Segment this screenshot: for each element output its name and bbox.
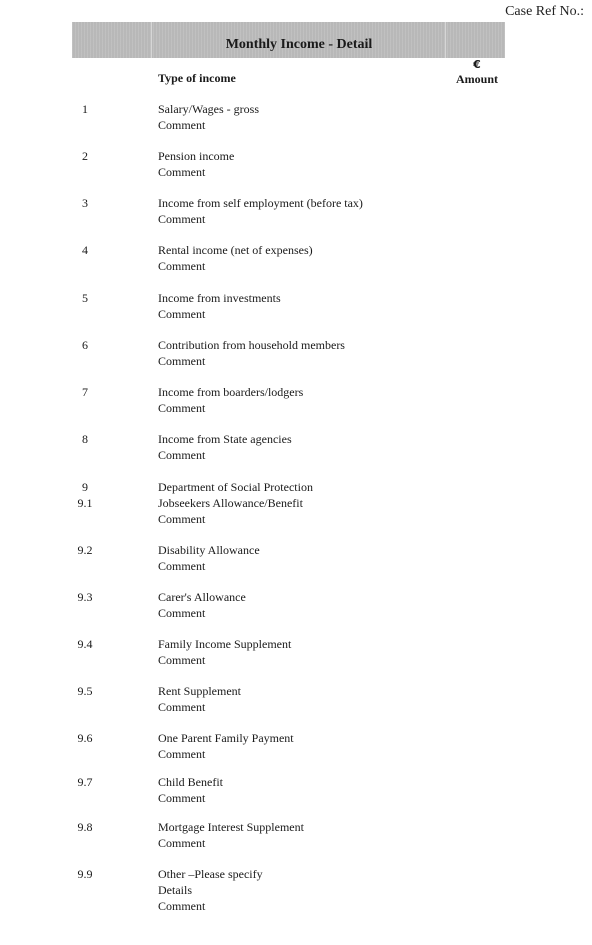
row-description (158, 589, 246, 621)
row-description (158, 479, 313, 527)
row-number-label: 2 (82, 149, 88, 163)
row-number (60, 242, 110, 258)
comment-label: Comment (158, 899, 206, 913)
comment-label: Comment (158, 212, 206, 226)
row-number-label: 5 (82, 291, 88, 305)
row-description (158, 866, 263, 914)
row-description (158, 636, 291, 668)
comment-label: Comment (158, 791, 206, 805)
row-number (60, 479, 110, 511)
row-number (60, 774, 110, 790)
income-type-label: Details (158, 883, 192, 897)
comment-label: Comment (158, 118, 206, 132)
comment-label: Comment (158, 700, 206, 714)
income-type-label: Jobseekers Allowance/Benefit (158, 496, 303, 510)
column-header-type: Type of income (158, 71, 236, 85)
row-number-label: 9.8 (77, 820, 93, 834)
comment-label: Comment (158, 512, 206, 526)
comment-label: Comment (158, 259, 206, 273)
income-type-label: Contribution from household members (158, 338, 345, 352)
comment-label: Comment (158, 606, 206, 620)
comment-label: Comment (158, 307, 206, 321)
row-number (60, 101, 110, 117)
row-description (158, 431, 292, 463)
row-number (60, 431, 110, 447)
comment-label: Comment (158, 747, 206, 761)
row-subnumber-label: 9.1 (77, 496, 93, 510)
row-description (158, 542, 260, 574)
case-ref-label: Case Ref No.: (505, 4, 584, 19)
column-header-amount: Amount (455, 72, 498, 86)
row-number (60, 195, 110, 211)
comment-label: Comment (158, 165, 206, 179)
income-type-label: Income from investments (158, 291, 281, 305)
row-description (158, 384, 303, 416)
row-number (60, 542, 110, 558)
row-description (158, 242, 313, 274)
comment-label: Comment (158, 448, 206, 462)
row-number (60, 636, 110, 652)
row-number-label: 9.7 (77, 775, 93, 789)
row-number-label: 7 (82, 385, 88, 399)
income-type-label: Mortgage Interest Supplement (158, 820, 304, 834)
income-type-label: Department of Social Protection (158, 480, 313, 494)
comment-label: Comment (158, 354, 206, 368)
row-description (158, 148, 234, 180)
row-description (158, 290, 281, 322)
row-number-label: 9.6 (77, 731, 93, 745)
comment-label: Comment (158, 559, 206, 573)
income-type-label: Pension income (158, 149, 235, 163)
row-number-label: 9.5 (77, 684, 93, 698)
income-type-label: Family Income Supplement (158, 637, 292, 651)
row-number-label: 9.4 (77, 637, 93, 651)
row-number (60, 384, 110, 400)
income-type-label: Income from State agencies (158, 432, 292, 446)
income-type-label: Salary/Wages - gross (158, 102, 260, 116)
row-number-label: 3 (82, 196, 88, 210)
row-number (60, 683, 110, 699)
row-number (60, 589, 110, 605)
row-number-label: 4 (82, 243, 88, 257)
row-number (60, 730, 110, 746)
income-type-label: Child Benefit (158, 775, 223, 789)
column-header-currency: € (473, 58, 481, 71)
income-type-label: Disability Allowance (158, 543, 260, 557)
comment-label: Comment (158, 653, 206, 667)
form-title: Monthly Income - Detail (225, 37, 373, 52)
comment-label: Comment (158, 401, 206, 415)
row-number (60, 866, 110, 882)
row-description (158, 774, 223, 806)
row-number (60, 290, 110, 306)
row-number (60, 819, 110, 835)
row-number (60, 337, 110, 353)
row-description (158, 683, 241, 715)
income-type-label: Income from self employment (before tax) (158, 196, 363, 210)
income-type-label: Rental income (net of expenses) (158, 243, 313, 257)
row-number-label: 9 (82, 480, 88, 494)
income-type-label: Other –Please specify (158, 867, 263, 881)
row-description (158, 730, 294, 762)
comment-label: Comment (158, 836, 206, 850)
income-type-label: One Parent Family Payment (158, 731, 294, 745)
row-description (158, 337, 345, 369)
row-description (158, 819, 304, 851)
row-description (158, 195, 363, 227)
income-type-label: Rent Supplement (158, 684, 241, 698)
row-number-label: 9.3 (77, 590, 93, 604)
row-description (158, 101, 259, 133)
income-type-label: Income from boarders/lodgers (158, 385, 304, 399)
row-number-label: 6 (82, 338, 88, 352)
row-number-label: 9.2 (77, 543, 93, 557)
row-number-label: 1 (82, 102, 88, 116)
row-number (60, 148, 110, 164)
row-number-label: 9.9 (77, 867, 93, 881)
row-number-label: 8 (82, 432, 88, 446)
income-type-label: Carer's Allowance (158, 590, 246, 604)
